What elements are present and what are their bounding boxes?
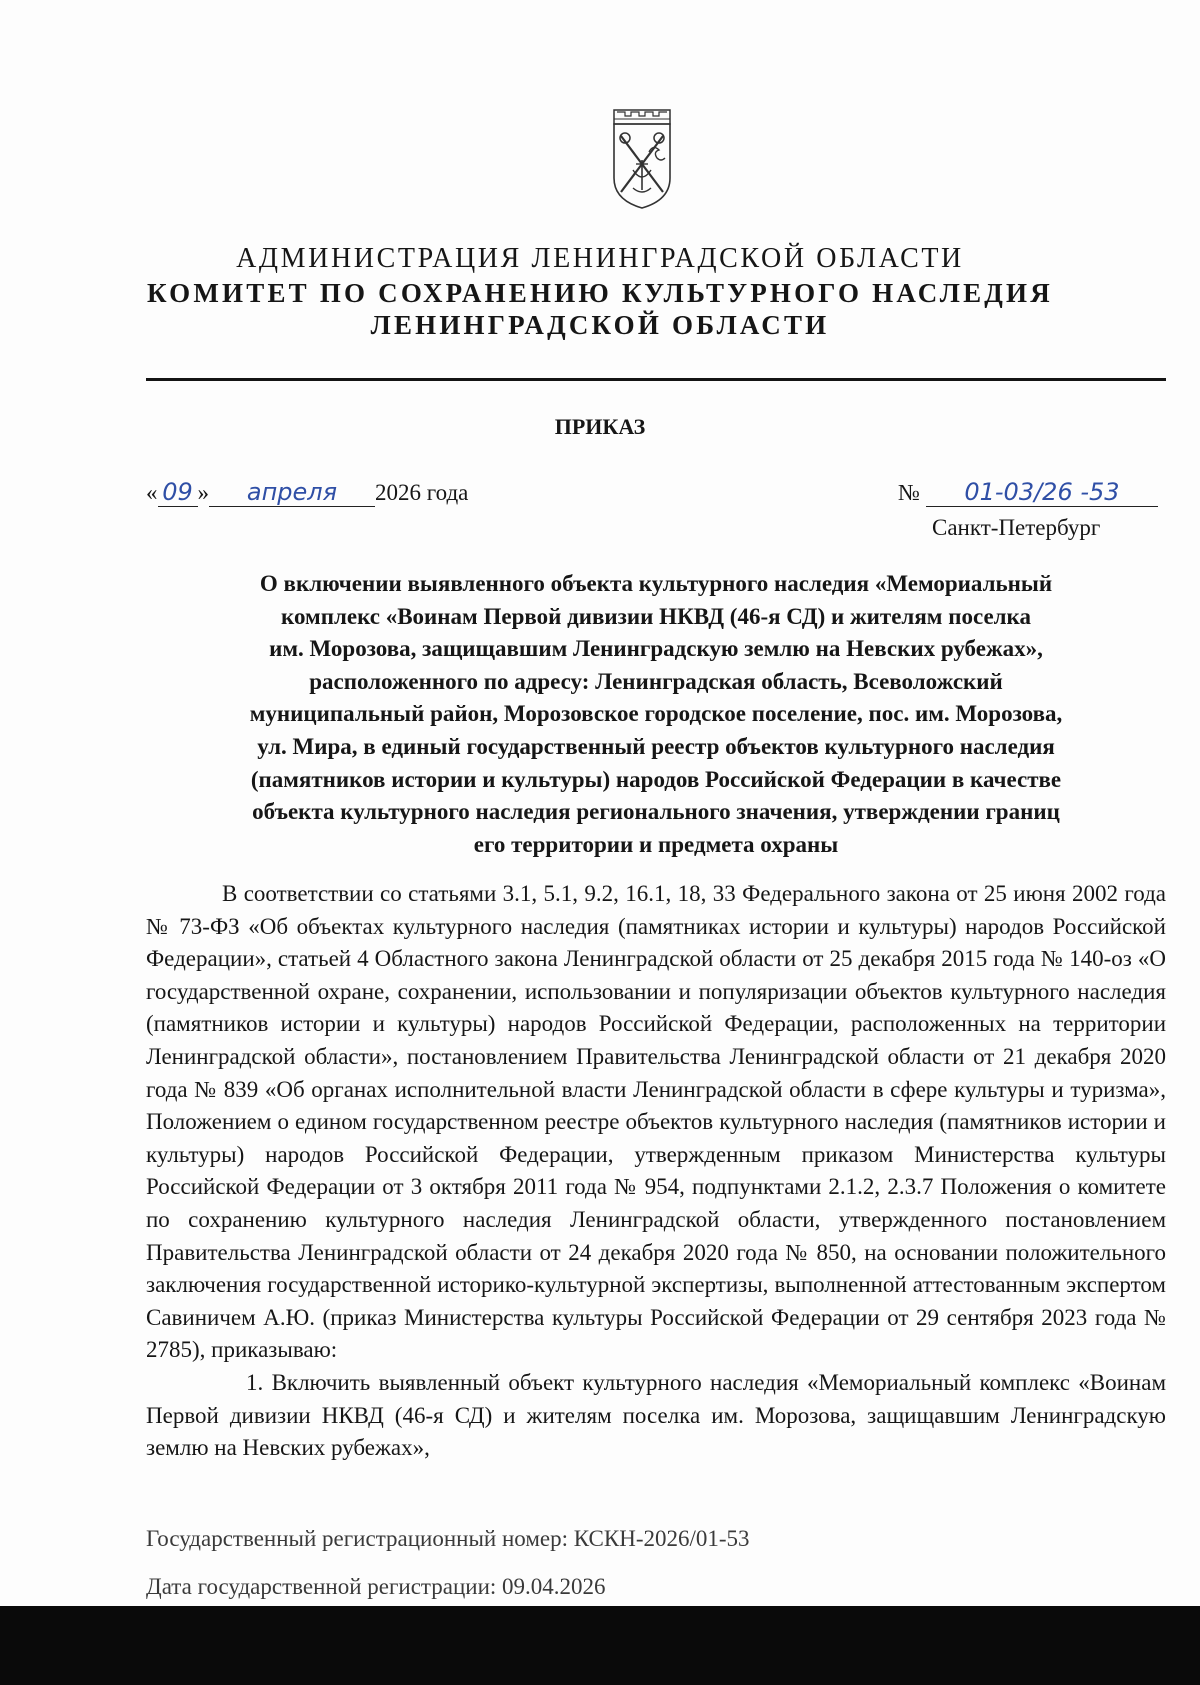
order-city: Санкт-Петербург (932, 515, 1101, 540)
organization-line-2: КОМИТЕТ ПО СОХРАНЕНИЮ КУЛЬТУРНОГО НАСЛЕДИЯ (147, 278, 1053, 308)
date-quote-close: » (197, 480, 209, 505)
organization-line-3: ЛЕНИНГРАДСКОЙ ОБЛАСТИ (370, 310, 830, 340)
number-value: 01-03/26 -53 (926, 478, 1158, 507)
preamble-paragraph: В соответствии со статьями 3.1, 5.1, 9.2, 16.1, 18, 33 Федерального закона от 25 июня 2002 года № 73-ФЗ «Об объектах культурного наследия (памятниках истории и культуры) народов Российской Федерации», статьей 4 Областного закона Ленинградской области от 25 декабря 2015 года № 140-оз «О государственной охране, сохранении, использовании и популяризации объектов культурного наследия (памятников истории и культуры) народов Российской Федерации, расположенных на территории Ленинградской области», постановлением Правительства Ленинградской области от 21 декабря 2020 года № 839 «Об органах исполнительной власти Ленинградской области в сфере культуры и туризма», Положением о едином государственном реестре объектов культурного наследия (памятников истории и культуры) народов Российской Федерации, утвержденным приказом Министерства культуры Российской Федерации от 3 октября 2011 года № 954, подпунктами 2.1.2, 2.3.7 Положения о комитете по сохранению культурного наследия Ленинградской области, утвержденного постановлением Правительства Ленинградской области от 24 декабря 2020 года № 850, на основании положительного заключения государственной историко-культурной экспертизы, выполненной аттестованным экспертом Савиничем А.Ю. (приказ Министерства культуры Российской Федерации от 29 сентября 2023 года № 2785), приказываю: (146, 881, 1166, 1363)
order-body (146, 878, 1166, 1465)
heading-line: О включении выявленного объекта культурного наследия «Мемориальный (259, 571, 1053, 596)
date-year: 2026 года (375, 480, 469, 505)
heading-line: ул. Мира, в единый государственный реестр объектов культурного наследия (257, 733, 1055, 759)
heading-line: (памятников истории и культуры) народов Российской Федерации в качестве (250, 766, 1062, 792)
order-number (898, 478, 1158, 507)
order-date (146, 478, 468, 507)
registration-date: Дата государственной регистрации: 09.04.2026 (146, 1574, 606, 1599)
date-quote-open: « (146, 480, 158, 505)
heading-line: его территории и предмета охраны (473, 831, 839, 857)
organization-line-1: АДМИНИСТРАЦИЯ ЛЕНИНГРАДСКОЙ ОБЛАСТИ (236, 243, 964, 274)
header-divider (146, 378, 1166, 381)
heading-line: им. Морозова, защищавшим Ленинградскую землю на Невских рубежах», (269, 636, 1043, 662)
order-item-1: 1. Включить выявленный объект культурного наследия «Мемориальный комплекс «Воинам Первой дивизии НКВД (46-я СД) и жителям поселка им. Морозова, защищавшим Ленинградскую землю на Невских рубежах», (146, 1369, 1166, 1461)
heading-line: расположенного по адресу: Ленинградская область, Всеволожский (309, 668, 1003, 694)
number-sign: № (898, 480, 920, 505)
heading-line: муниципальный район, Морозовское городское поселение, пос. им. Морозова, (249, 701, 1063, 727)
registration-number: Государственный регистрационный номер: КСКН-2026/01-53 (146, 1526, 750, 1551)
order-title: ПРИКАЗ (554, 414, 646, 439)
coat-of-arms-icon (611, 108, 673, 212)
scan-bottom-border (0, 1606, 1200, 1685)
date-month: апреля (209, 478, 375, 507)
order-heading (146, 568, 1166, 861)
heading-line: объекта культурного наследия регионального значения, утверждении границ (252, 799, 1060, 825)
date-day: 09 (158, 478, 198, 507)
heading-line: комплекс «Воинам Первой дивизии НКВД (46-я СД) и жителям поселка (281, 603, 1031, 629)
